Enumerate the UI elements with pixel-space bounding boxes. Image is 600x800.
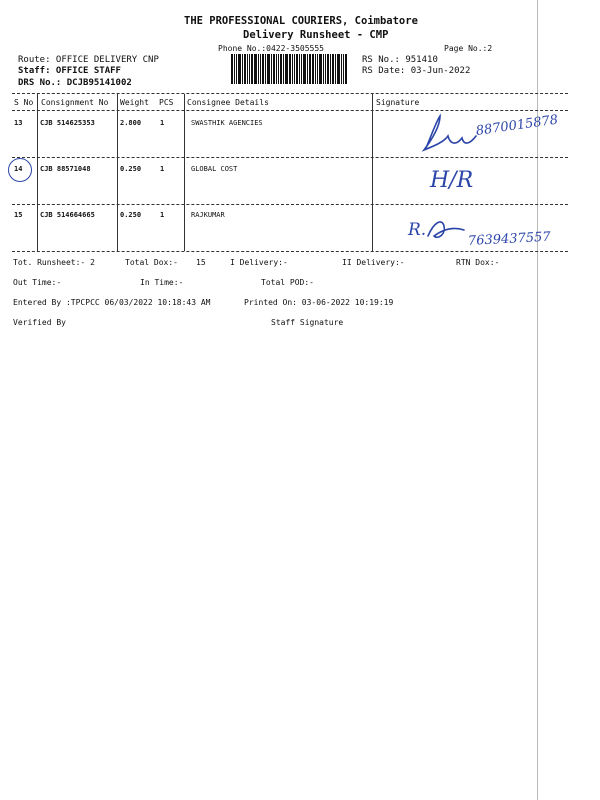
rs-date: RS Date: 03-Jun-2022	[362, 66, 471, 76]
company-name: THE PROFESSIONAL COURIERS, Coimbatore	[184, 15, 418, 27]
row-weight: 0.250	[120, 211, 142, 219]
rtn-dox: RTN Dox:-	[456, 258, 500, 267]
table-header-border	[12, 110, 568, 111]
column-header-pcs: PCS	[159, 98, 174, 107]
drs-number: DRS No.: DCJB95141002	[18, 78, 132, 88]
column-divider	[117, 94, 118, 251]
page-number: Page No.:2	[444, 44, 493, 53]
column-divider	[184, 94, 185, 251]
column-divider	[372, 94, 373, 251]
table-bottom-border	[12, 251, 568, 252]
column-header-signature: Signature	[376, 98, 420, 107]
handwritten-phone: 7639437557	[467, 229, 551, 249]
out-time: Out Time:-	[13, 278, 62, 287]
verified-by: Verified By	[13, 318, 66, 327]
in-time: In Time:-	[140, 278, 184, 287]
row-sno: 14	[14, 165, 23, 173]
total-runsheet: Tot. Runsheet:- 2	[13, 258, 95, 267]
entered-by: Entered By :TPCPCC 06/03/2022 10:18:43 AM	[13, 298, 211, 307]
row-consignment: CJB 514625353	[40, 119, 95, 127]
staff-info: Staff: OFFICE STAFF	[18, 66, 121, 76]
phone-number: Phone No.:0422-3505555	[218, 44, 324, 53]
column-header-weight: Weight	[120, 98, 149, 107]
row-consignment: CJB 514664665	[40, 211, 95, 219]
rs-number: RS No.: 951410	[362, 55, 438, 65]
staff-signature: Staff Signature	[271, 318, 344, 327]
row-divider	[12, 157, 568, 158]
row-consignee: RAJKUMAR	[191, 211, 225, 219]
second-delivery: II Delivery:-	[342, 258, 405, 267]
row-sno: 15	[14, 211, 23, 219]
row-weight: 0.250	[120, 165, 142, 173]
row-pcs: 1	[160, 165, 165, 173]
column-header-consignment: Consignment No	[41, 98, 109, 107]
row-weight: 2.800	[120, 119, 142, 127]
signature-scribble-icon	[424, 216, 468, 244]
total-pod: Total POD:-	[261, 278, 314, 287]
column-divider	[37, 94, 38, 251]
printed-on: Printed On: 03-06-2022 10:19:19	[244, 298, 394, 307]
row-consignee: GLOBAL COST	[191, 165, 238, 173]
row-sno: 13	[14, 119, 23, 127]
barcode	[231, 54, 352, 84]
route-info: Route: OFFICE DELIVERY CNP	[18, 55, 159, 65]
handwritten-hr: H/R	[430, 168, 474, 193]
row-consignee: SWASTHIK AGENCIES	[191, 119, 263, 127]
row-consignment: CJB 88571048	[40, 165, 91, 173]
total-dox-value: 15	[196, 258, 206, 267]
runsheet-title: Delivery Runsheet - CMP	[243, 29, 389, 41]
row-pcs: 1	[160, 211, 165, 219]
first-delivery: I Delivery:-	[230, 258, 288, 267]
row-pcs: 1	[160, 119, 165, 127]
handwritten-initial: R.	[408, 220, 427, 240]
total-dox-label: Total Dox:-	[125, 258, 178, 267]
row-divider	[12, 204, 568, 205]
column-header-sno: S No	[14, 98, 34, 107]
table-top-border	[12, 93, 568, 94]
column-header-consignee: Consignee Details	[187, 98, 269, 107]
handwritten-phone: 8870015878	[474, 112, 559, 139]
